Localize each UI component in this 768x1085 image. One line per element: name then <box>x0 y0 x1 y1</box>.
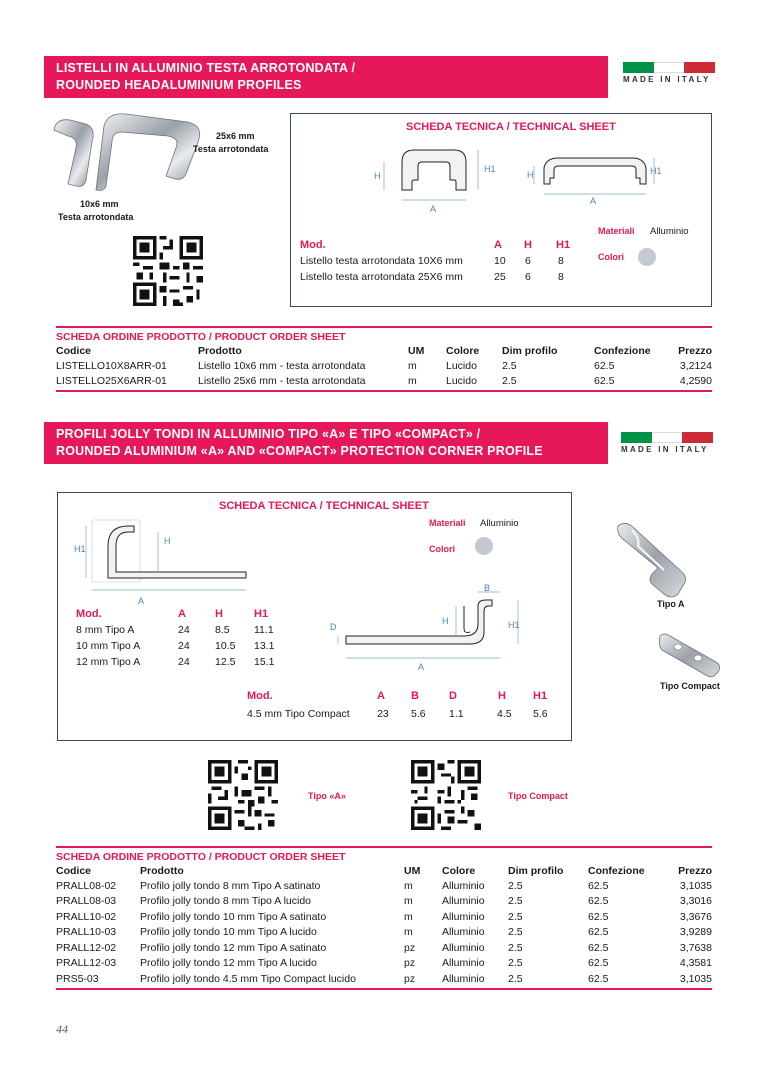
photo-label-25x6-size: 25x6 mm <box>216 131 255 141</box>
cell-prodotto: Listello 10x6 mm - testa arrotondata <box>198 359 366 372</box>
spec-header-h1: H1 <box>533 690 548 702</box>
cell-prezzo: 3,2124 <box>679 359 712 372</box>
cell-prezzo: 3,3016 <box>679 895 712 908</box>
dim-label-h1: H1 <box>508 620 520 630</box>
cell-codice: PRALL08-02 <box>56 879 117 892</box>
cell-prezzo: 4,3581 <box>679 957 712 970</box>
col-header-confezione: Confezione <box>588 864 645 877</box>
photo-label-25x6-desc: Testa arrotondata <box>193 144 269 154</box>
order-divider <box>56 326 712 328</box>
order-divider <box>56 390 712 392</box>
cell-prodotto: Profilo jolly tondo 10 mm Tipo A lucido <box>140 926 317 939</box>
spec-row-h1: 8 <box>558 255 564 267</box>
tipo-a-profile-drawing <box>70 516 260 608</box>
table-row <box>56 358 712 374</box>
cell-prezzo: 3,3676 <box>679 910 712 923</box>
qr-label-tipo-a: Tipo «A» <box>308 791 346 801</box>
table-row <box>56 940 712 956</box>
cell-um: m <box>404 910 413 923</box>
cell-codice: PRALL12-02 <box>56 941 117 954</box>
spec-row-b: 5.6 <box>411 708 426 720</box>
spec-row-h1: 8 <box>558 271 564 283</box>
dim-label-h1: H1 <box>650 166 662 176</box>
cell-dim-profilo: 2.5 <box>508 957 523 970</box>
cell-colore: Alluminio <box>442 895 485 908</box>
cell-confezione: 62.5 <box>594 359 615 372</box>
table-row <box>56 374 712 390</box>
cell-um: m <box>408 359 417 372</box>
spec-row-h: 12.5 <box>215 656 236 668</box>
aluminium-color-swatch <box>475 537 493 555</box>
photo-label-10x6-size: 10x6 mm <box>80 199 119 209</box>
materials-label: Materiali <box>598 226 635 236</box>
spec-row-model: 10 mm Tipo A <box>76 640 141 652</box>
spec-row-h: 6 <box>525 271 531 283</box>
spec-header-h1: H1 <box>556 239 571 251</box>
spec-header-mod: Mod. <box>300 239 326 251</box>
spec-header-a: A <box>494 239 502 251</box>
cell-colore: Alluminio <box>442 910 485 923</box>
dim-label-a: A <box>418 662 425 672</box>
photo-label-tipo-compact: Tipo Compact <box>660 681 720 691</box>
col-header-prezzo: Prezzo <box>678 864 712 877</box>
table-row <box>56 878 712 894</box>
dim-label-a: A <box>590 196 597 206</box>
section2-banner <box>44 422 608 464</box>
col-header-confezione: Confezione <box>594 344 651 357</box>
cell-prezzo: 3,9289 <box>679 926 712 939</box>
cell-um: m <box>404 926 413 939</box>
materials-value: Alluminio <box>480 518 519 529</box>
cell-colore: Alluminio <box>442 926 485 939</box>
order-sheet-1 <box>56 326 712 392</box>
dim-label-h: H <box>442 616 449 626</box>
profile-10x6-drawing <box>370 142 520 214</box>
qr-code[interactable] <box>133 236 203 306</box>
cell-prezzo: 3,1035 <box>679 879 712 892</box>
spec-header-h1: H1 <box>254 608 269 620</box>
order-divider <box>56 846 712 848</box>
profile-25x6-drawing <box>524 150 664 210</box>
cell-confezione: 62.5 <box>588 879 609 892</box>
spec-row-model: Listello testa arrotondata 25X6 mm <box>300 271 463 283</box>
section1-title-line2: ROUNDED HEADALUMINIUM PROFILES <box>56 78 302 92</box>
spec-header-mod: Mod. <box>247 690 273 702</box>
materials-label: Materiali <box>429 518 466 528</box>
spec-row-h1: 5.6 <box>533 708 548 720</box>
col-header-um: UM <box>404 864 421 877</box>
cell-confezione: 62.5 <box>588 926 609 939</box>
spec-row-model: 4.5 mm Tipo Compact <box>247 708 350 720</box>
dim-label-a: A <box>138 596 145 606</box>
section1-banner <box>44 56 608 98</box>
cell-codice: PRALL08-03 <box>56 895 117 908</box>
spec-row-model: 8 mm Tipo A <box>76 624 135 636</box>
photo-label-tipo-a: Tipo A <box>657 599 685 609</box>
spec-row-a: 24 <box>178 656 190 668</box>
italian-flag-icon <box>621 432 713 443</box>
italian-flag-icon <box>623 62 715 73</box>
table-row <box>56 971 712 987</box>
cell-um: m <box>404 895 413 908</box>
spec-header-d: D <box>449 690 457 702</box>
col-header-prodotto: Prodotto <box>198 344 242 357</box>
order-sheet-title: SCHEDA ORDINE PRODOTTO / PRODUCT ORDER SHEET <box>56 331 346 343</box>
spec-header-h: H <box>215 608 223 620</box>
spec-row-h1: 13.1 <box>254 640 275 652</box>
spec-row-a: 25 <box>494 271 506 283</box>
rounded-head-profiles-photo <box>46 108 206 198</box>
tipo-compact-profile-drawing <box>328 584 528 674</box>
cell-colore: Alluminio <box>442 972 485 985</box>
order-sheet-2 <box>56 846 712 990</box>
cell-confezione: 62.5 <box>588 957 609 970</box>
section2-title-line2: ROUNDED ALUMINIUM «A» AND «COMPACT» PROTECTION CORNER PROFILE <box>56 444 543 458</box>
cell-prezzo: 3,7638 <box>679 941 712 954</box>
spec-row-d: 1.1 <box>449 708 464 720</box>
cell-prodotto: Listello 25x6 mm - testa arrotondata <box>198 375 366 388</box>
made-in-italy-text: MADE IN ITALY <box>621 445 709 454</box>
col-header-colore: Colore <box>446 344 480 357</box>
cell-prezzo: 4,2590 <box>679 375 712 388</box>
cell-dim-profilo: 2.5 <box>508 972 523 985</box>
spec-header-mod: Mod. <box>76 608 102 620</box>
photo-label-10x6-desc: Testa arrotondata <box>58 212 134 222</box>
order-table <box>56 863 712 987</box>
col-header-dim-profilo: Dim profilo <box>502 344 558 357</box>
cell-confezione: 62.5 <box>588 941 609 954</box>
col-header-codice: Codice <box>56 864 92 877</box>
spec-row-a: 24 <box>178 624 190 636</box>
spec-row-model: Listello testa arrotondata 10X6 mm <box>300 255 463 267</box>
cell-colore: Alluminio <box>442 957 485 970</box>
cell-prodotto: Profilo jolly tondo 12 mm Tipo A lucido <box>140 957 317 970</box>
cell-dim-profilo: 2.5 <box>502 359 517 372</box>
cell-confezione: 62.5 <box>588 895 609 908</box>
col-header-prezzo: Prezzo <box>678 344 712 357</box>
cell-dim-profilo: 2.5 <box>508 941 523 954</box>
colors-label: Colori <box>598 252 624 262</box>
spec-row-h: 8.5 <box>215 624 230 636</box>
spec-row-h: 6 <box>525 255 531 267</box>
cell-confezione: 62.5 <box>594 375 615 388</box>
table-row <box>56 925 712 941</box>
table-row <box>56 956 712 972</box>
spec-header-h: H <box>498 690 506 702</box>
table-row <box>56 909 712 925</box>
spec-row-a: 10 <box>494 255 506 267</box>
cell-dim-profilo: 2.5 <box>508 910 523 923</box>
order-header-row <box>56 343 712 358</box>
spec-row-model: 12 mm Tipo A <box>76 656 141 668</box>
col-header-prodotto: Prodotto <box>140 864 184 877</box>
aluminium-color-swatch <box>638 248 656 266</box>
spec-row-h: 4.5 <box>497 708 512 720</box>
made-in-italy-text: MADE IN ITALY <box>623 75 711 84</box>
cell-prodotto: Profilo jolly tondo 8 mm Tipo A lucido <box>140 895 312 908</box>
cell-prodotto: Profilo jolly tondo 10 mm Tipo A satinato <box>140 910 327 923</box>
cell-confezione: 62.5 <box>588 972 609 985</box>
dim-label-b: B <box>484 584 491 593</box>
tipo-a-photo <box>612 518 696 600</box>
cell-codice: PRALL10-02 <box>56 910 117 923</box>
dim-label-h: H <box>527 170 534 180</box>
col-header-um: UM <box>408 344 425 357</box>
order-sheet-title: SCHEDA ORDINE PRODOTTO / PRODUCT ORDER SHEET <box>56 851 346 863</box>
dim-label-h1: H1 <box>484 164 496 174</box>
qr-code-tipo-a[interactable] <box>208 760 278 830</box>
spec-row-h1: 11.1 <box>254 624 274 636</box>
cell-dim-profilo: 2.5 <box>502 375 517 388</box>
cell-colore: Alluminio <box>442 879 485 892</box>
spec-row-a: 24 <box>178 640 190 652</box>
cell-um: pz <box>404 957 416 970</box>
spec-header-a: A <box>178 608 186 620</box>
cell-prezzo: 3,1035 <box>679 972 712 985</box>
cell-codice: PRALL10-03 <box>56 926 117 939</box>
dim-label-h: H <box>164 536 171 546</box>
made-in-italy-flag <box>623 62 715 84</box>
cell-colore: Lucido <box>446 359 477 372</box>
dim-label-h: H <box>374 171 381 181</box>
col-header-codice: Codice <box>56 344 92 357</box>
tipo-compact-photo <box>656 630 724 678</box>
cell-confezione: 62.5 <box>588 910 609 923</box>
dim-label-h1: H1 <box>74 544 86 554</box>
cell-codice: PRALL12-03 <box>56 957 117 970</box>
cell-codice: PRS5-03 <box>56 972 99 985</box>
cell-codice: LISTELLO10X8ARR-01 <box>56 359 167 372</box>
order-table <box>56 343 712 389</box>
section2-title-line1: PROFILI JOLLY TONDI IN ALLUMINIO TIPO «A» E TIPO «COMPACT» / <box>56 427 481 441</box>
dim-label-a: A <box>430 204 437 214</box>
cell-um: pz <box>404 941 416 954</box>
cell-um: m <box>404 879 413 892</box>
table-row <box>56 894 712 910</box>
col-header-dim-profilo: Dim profilo <box>508 864 564 877</box>
spec-row-a: 23 <box>377 708 389 720</box>
cell-prodotto: Profilo jolly tondo 12 mm Tipo A satinato <box>140 941 327 954</box>
spec-header-a: A <box>377 690 385 702</box>
qr-code-tipo-compact[interactable] <box>411 760 481 830</box>
technical-sheet-title: SCHEDA TECNICA / TECHNICAL SHEET <box>219 500 429 512</box>
colors-label: Colori <box>429 544 455 554</box>
cell-um: m <box>408 375 417 388</box>
cell-codice: LISTELLO25X6ARR-01 <box>56 375 167 388</box>
section1-title-line1: LISTELLI IN ALLUMINIO TESTA ARROTONDATA / <box>56 61 356 75</box>
cell-dim-profilo: 2.5 <box>508 895 523 908</box>
spec-header-b: B <box>411 690 419 702</box>
cell-prodotto: Profilo jolly tondo 4.5 mm Tipo Compact lucido <box>140 972 356 985</box>
page-number: 44 <box>56 1022 68 1036</box>
cell-dim-profilo: 2.5 <box>508 879 523 892</box>
cell-colore: Alluminio <box>442 941 485 954</box>
cell-colore: Lucido <box>446 375 477 388</box>
cell-dim-profilo: 2.5 <box>508 926 523 939</box>
cell-prodotto: Profilo jolly tondo 8 mm Tipo A satinato <box>140 879 321 892</box>
cell-um: pz <box>404 972 416 985</box>
spec-row-h1: 15.1 <box>254 656 275 668</box>
order-divider <box>56 988 712 990</box>
col-header-colore: Colore <box>442 864 476 877</box>
made-in-italy-flag <box>621 432 713 454</box>
qr-label-tipo-compact: Tipo Compact <box>508 791 568 801</box>
spec-header-h: H <box>524 239 532 251</box>
order-header-row <box>56 863 712 878</box>
technical-sheet-title: SCHEDA TECNICA / TECHNICAL SHEET <box>406 121 616 133</box>
spec-row-h: 10.5 <box>215 640 236 652</box>
materials-value: Alluminio <box>650 226 689 237</box>
dim-label-d: D <box>330 622 337 632</box>
